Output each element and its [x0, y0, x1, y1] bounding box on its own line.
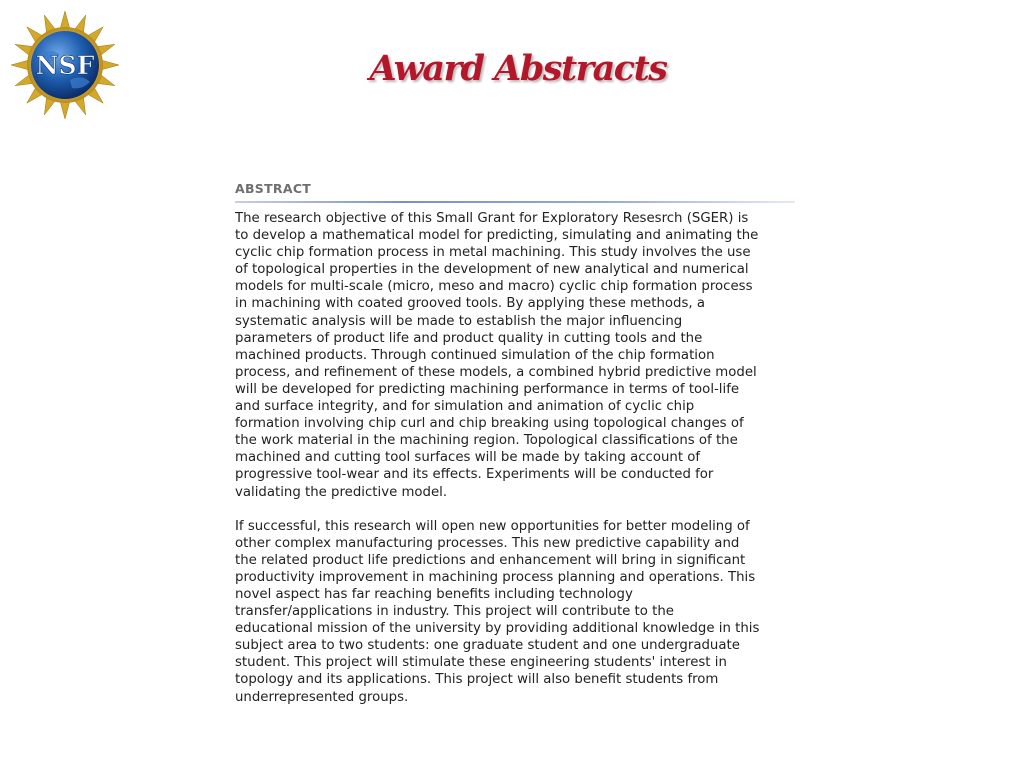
abstract-heading: ABSTRACT: [235, 181, 312, 196]
page-title: Award Abstracts: [369, 48, 667, 89]
abstract-paragraph-1: The research objective of this Small Grant for Exploratory Resesrch (SGER) is to develop a mathematical model for predicting, simulating and animating the cyclic chip formation process in metal machining. This study involves the use of topological properties in the development of new analytical and numerical models for multi-scale (micro, meso and macro) cyclic chip formation process in machining with coated grooved tools. By applying these methods, a systematic analysis will be made to establish the major influencing parameters of product life and product quality in cutting tools and the machined products. Through continued simulation of the chip formation process, and refinement of these models, a combined hybrid predictive model will be developed for predicting machining performance in terms of tool-life and surface integrity, and for simulation and animation of cyclic chip formation involving chip curl and chip breaking using topological changes of the work material in the machining region. Topological classifications of the machined and cutting tool surfaces will be made by taking account of progressive tool-wear and its effects. Experiments will be conducted for validating the predictive model.: [235, 211, 759, 500]
seal-ray: [60, 101, 70, 119]
abstract-section: [235, 181, 800, 706]
heading-divider: [235, 201, 795, 203]
abstract-paragraph-2: If successful, this research will open new opportunities for better modeling of other complex manufacturing processes. This new predictive capability and the related product life predictions and enhancement will bring in significant productivity improvement in machining process planning and operations. This novel aspect has far reaching benefits including technology transfer/applications in industry. This project will contribute to the educational mission of the university by providing additional knowledge in this subject area to two students: one graduate student and one undergraduate student. This project will stimulate these engineering students' interest in topology and its applications. This project will also benefit students from underrepresented groups.: [235, 518, 760, 705]
seal-ray: [60, 11, 70, 29]
paragraph-spacer: [235, 501, 800, 518]
logo-text: NSF: [35, 51, 95, 80]
